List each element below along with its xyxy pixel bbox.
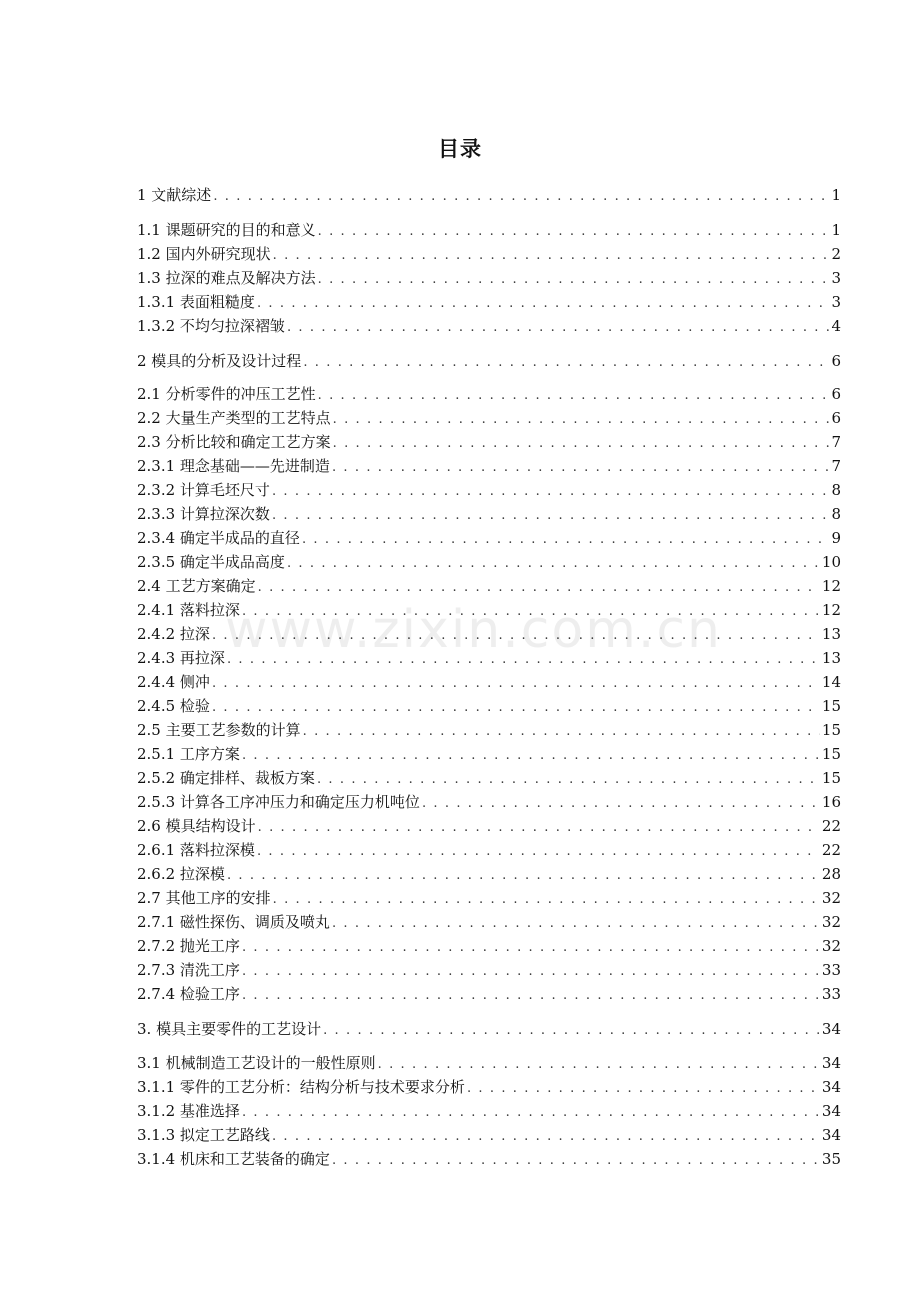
toc-entry-label: 2.5.1 工序方案	[137, 745, 240, 763]
toc-entry[interactable]	[137, 936, 841, 956]
toc-entry[interactable]	[137, 984, 841, 1004]
toc-leader-dots	[317, 770, 820, 790]
toc-entry-label: 2.7.4 检验工序	[137, 985, 240, 1003]
toc-leader-dots	[333, 410, 830, 430]
toc-entry-label: 2.5 主要工艺参数的计算	[137, 721, 301, 739]
toc-entry-label: 2.4.4 侧冲	[137, 673, 210, 691]
toc-entry[interactable]	[137, 408, 841, 428]
toc-entry-label: 3.1.1 零件的工艺分析：结构分析与技术要求分析	[137, 1078, 465, 1096]
toc-entry-label: 1.3.1 表面粗糙度	[137, 293, 255, 311]
toc-entry[interactable]	[137, 792, 841, 812]
toc-entry-page-number: 22	[821, 841, 841, 859]
toc-entry-page-number: 34	[821, 1126, 841, 1144]
toc-leader-dots	[332, 1151, 820, 1171]
toc-entry-page-number: 32	[821, 889, 841, 907]
toc-entry-page-number: 6	[831, 352, 841, 370]
toc-leader-dots	[227, 866, 820, 886]
toc-leader-dots	[467, 1079, 820, 1099]
toc-entry-label: 2.4.3 再拉深	[137, 649, 225, 667]
toc-entry-page-number: 34	[821, 1102, 841, 1120]
toc-entry-page-number: 1	[831, 221, 841, 239]
toc-entry-page-number: 4	[831, 317, 841, 335]
toc-entry-label: 3.1.4 机床和工艺装备的确定	[137, 1150, 330, 1168]
toc-leader-dots	[332, 458, 830, 478]
toc-leader-dots	[212, 674, 820, 694]
toc-entry[interactable]	[137, 960, 841, 980]
toc-entry[interactable]	[137, 292, 841, 312]
toc-leader-dots	[242, 1103, 820, 1123]
toc-leader-dots	[242, 938, 820, 958]
toc-entry-page-number: 14	[821, 673, 841, 691]
toc-entry-page-number: 1	[831, 186, 841, 204]
toc-entry-label: 2.4 工艺方案确定	[137, 577, 256, 595]
toc-entry-label: 3.1 机械制造工艺设计的一般性原则	[137, 1054, 376, 1072]
toc-entry-label: 3.1.3 拟定工艺路线	[137, 1126, 270, 1144]
toc-entry[interactable]	[137, 1101, 841, 1121]
toc-leader-dots	[272, 1127, 820, 1147]
toc-leader-dots	[242, 746, 820, 766]
toc-entry-label: 2.6.1 落料拉深模	[137, 841, 255, 859]
toc-entry-page-number: 34	[821, 1020, 841, 1038]
toc-entry-page-number: 6	[831, 385, 841, 403]
toc-entry-label: 1.1 课题研究的目的和意义	[137, 221, 316, 239]
toc-leader-dots	[378, 1055, 820, 1075]
toc-entry-label: 2.1 分析零件的冲压工艺性	[137, 385, 316, 403]
toc-leader-dots	[318, 386, 830, 406]
toc-leader-dots	[272, 482, 830, 502]
toc-entry-page-number: 2	[831, 245, 841, 263]
toc-leader-dots	[213, 187, 829, 207]
toc-leader-dots	[258, 818, 820, 838]
toc-entry-page-number: 22	[821, 817, 841, 835]
toc-entry-label: 2.7.1 磁性探伤、调质及喷丸	[137, 913, 330, 931]
toc-entry[interactable]	[137, 720, 841, 740]
toc-entry-label: 2.3.2 计算毛坯尺寸	[137, 481, 270, 499]
toc-entry[interactable]	[137, 244, 841, 264]
toc-entry-label: 2.7.3 清洗工序	[137, 961, 240, 979]
toc-leader-dots	[323, 1021, 820, 1041]
toc-leader-dots	[303, 353, 829, 373]
toc-leader-dots	[212, 626, 820, 646]
toc-entry-label: 2.3.4 确定半成品的直径	[137, 529, 300, 547]
toc-entry[interactable]	[137, 351, 841, 371]
toc-entry[interactable]	[137, 696, 841, 716]
toc-entry[interactable]	[137, 504, 841, 524]
toc-entry-page-number: 8	[831, 505, 841, 523]
table-of-contents	[137, 0, 841, 1302]
toc-entry-label: 2.2 大量生产类型的工艺特点	[137, 409, 331, 427]
toc-entry[interactable]	[137, 672, 841, 692]
toc-leader-dots	[302, 530, 830, 550]
toc-entry-page-number: 15	[821, 745, 841, 763]
toc-leader-dots	[332, 914, 820, 934]
toc-entry[interactable]	[137, 576, 841, 596]
toc-entry[interactable]	[137, 816, 841, 836]
toc-entry[interactable]	[137, 316, 841, 336]
toc-leader-dots	[242, 986, 820, 1006]
toc-leader-dots	[272, 506, 830, 526]
toc-entry-label: 2.7.2 抛光工序	[137, 937, 240, 955]
toc-leader-dots	[287, 318, 830, 338]
toc-entry[interactable]	[137, 1125, 841, 1145]
toc-entry-page-number: 16	[821, 793, 841, 811]
toc-entry[interactable]	[137, 744, 841, 764]
toc-leader-dots	[242, 962, 820, 982]
toc-entry-page-number: 28	[821, 865, 841, 883]
toc-leader-dots	[303, 722, 820, 742]
toc-entry[interactable]	[137, 840, 841, 860]
toc-entry-page-number: 15	[821, 697, 841, 715]
toc-entry-page-number: 15	[821, 769, 841, 787]
toc-entry-label: 3. 模具主要零件的工艺设计	[137, 1020, 322, 1038]
toc-entry[interactable]	[137, 600, 841, 620]
toc-entry-label: 2.4.5 检验	[137, 697, 210, 715]
toc-entry[interactable]	[137, 552, 841, 572]
toc-entry-label: 2.3.5 确定半成品高度	[137, 553, 285, 571]
toc-leader-dots	[212, 698, 820, 718]
toc-leader-dots	[318, 270, 830, 290]
toc-entry-page-number: 35	[821, 1150, 841, 1168]
toc-entry-page-number: 34	[821, 1054, 841, 1072]
toc-entry[interactable]	[137, 864, 841, 884]
toc-leader-dots	[242, 602, 820, 622]
toc-entry-page-number: 10	[821, 553, 841, 571]
toc-entry-label: 1.3.2 不均匀拉深褶皱	[137, 317, 285, 335]
toc-entry-page-number: 13	[821, 625, 841, 643]
toc-entry-label: 2.5.3 计算各工序冲压力和确定压力机吨位	[137, 793, 420, 811]
toc-entry[interactable]	[137, 888, 841, 908]
toc-entry-page-number: 7	[831, 457, 841, 475]
toc-entry-page-number: 6	[831, 409, 841, 427]
toc-entry-label: 3.1.2 基准选择	[137, 1102, 240, 1120]
toc-entry-page-number: 13	[821, 649, 841, 667]
toc-entry-label: 1.3 拉深的难点及解决方法	[137, 269, 316, 287]
toc-entry[interactable]	[137, 1019, 841, 1039]
toc-leader-dots	[258, 578, 820, 598]
toc-entry-label: 2.4.2 拉深	[137, 625, 210, 643]
toc-entry[interactable]	[137, 432, 841, 452]
toc-entry-label: 2.3.1 理念基础——先进制造	[137, 457, 330, 475]
toc-entry-page-number: 3	[831, 293, 841, 311]
toc-entry[interactable]	[137, 528, 841, 548]
toc-leader-dots	[422, 794, 820, 814]
toc-entry-label: 2.3 分析比较和确定工艺方案	[137, 433, 331, 451]
toc-leader-dots	[273, 890, 820, 910]
toc-entry[interactable]	[137, 624, 841, 644]
toc-entry-label: 1 文献综述	[137, 186, 212, 204]
toc-entry-page-number: 12	[821, 577, 841, 595]
toc-entry[interactable]	[137, 1149, 841, 1169]
toc-leader-dots	[227, 650, 820, 670]
toc-entry-page-number: 3	[831, 269, 841, 287]
toc-entry-label: 2 模具的分析及设计过程	[137, 352, 302, 370]
toc-entry-label: 1.2 国内外研究现状	[137, 245, 271, 263]
toc-entry-label: 2.7 其他工序的安排	[137, 889, 271, 907]
toc-entry[interactable]	[137, 1077, 841, 1097]
toc-entry[interactable]	[137, 912, 841, 932]
toc-leader-dots	[273, 246, 830, 266]
toc-entry[interactable]	[137, 648, 841, 668]
toc-entry[interactable]	[137, 768, 841, 788]
toc-entry-page-number: 12	[821, 601, 841, 619]
toc-entry-page-number: 34	[821, 1078, 841, 1096]
toc-entry-page-number: 32	[821, 937, 841, 955]
toc-entry[interactable]	[137, 268, 841, 288]
toc-entry[interactable]	[137, 480, 841, 500]
toc-leader-dots	[333, 434, 830, 454]
toc-entry-page-number: 7	[831, 433, 841, 451]
toc-entry[interactable]	[137, 456, 841, 476]
toc-entry-page-number: 33	[821, 961, 841, 979]
toc-entry[interactable]	[137, 384, 841, 404]
toc-entry[interactable]	[137, 1053, 841, 1073]
toc-entry-page-number: 32	[821, 913, 841, 931]
toc-entry-page-number: 9	[831, 529, 841, 547]
toc-leader-dots	[257, 294, 830, 314]
toc-entry[interactable]	[137, 185, 841, 205]
toc-leader-dots	[257, 842, 820, 862]
toc-leader-dots	[287, 554, 820, 574]
toc-leader-dots	[318, 222, 830, 242]
toc-entry-label: 2.6.2 拉深模	[137, 865, 225, 883]
toc-title: 目录	[438, 137, 482, 161]
toc-entry-page-number: 8	[831, 481, 841, 499]
toc-entry-label: 2.5.2 确定排样、裁板方案	[137, 769, 315, 787]
toc-entry-label: 2.3.3 计算拉深次数	[137, 505, 270, 523]
toc-entry-page-number: 15	[821, 721, 841, 739]
toc-entry[interactable]	[137, 220, 841, 240]
watermark: www.zixin.com.cn	[225, 600, 722, 660]
toc-entry-page-number: 33	[821, 985, 841, 1003]
toc-entry-label: 2.4.1 落料拉深	[137, 601, 240, 619]
toc-entry-label: 2.6 模具结构设计	[137, 817, 256, 835]
